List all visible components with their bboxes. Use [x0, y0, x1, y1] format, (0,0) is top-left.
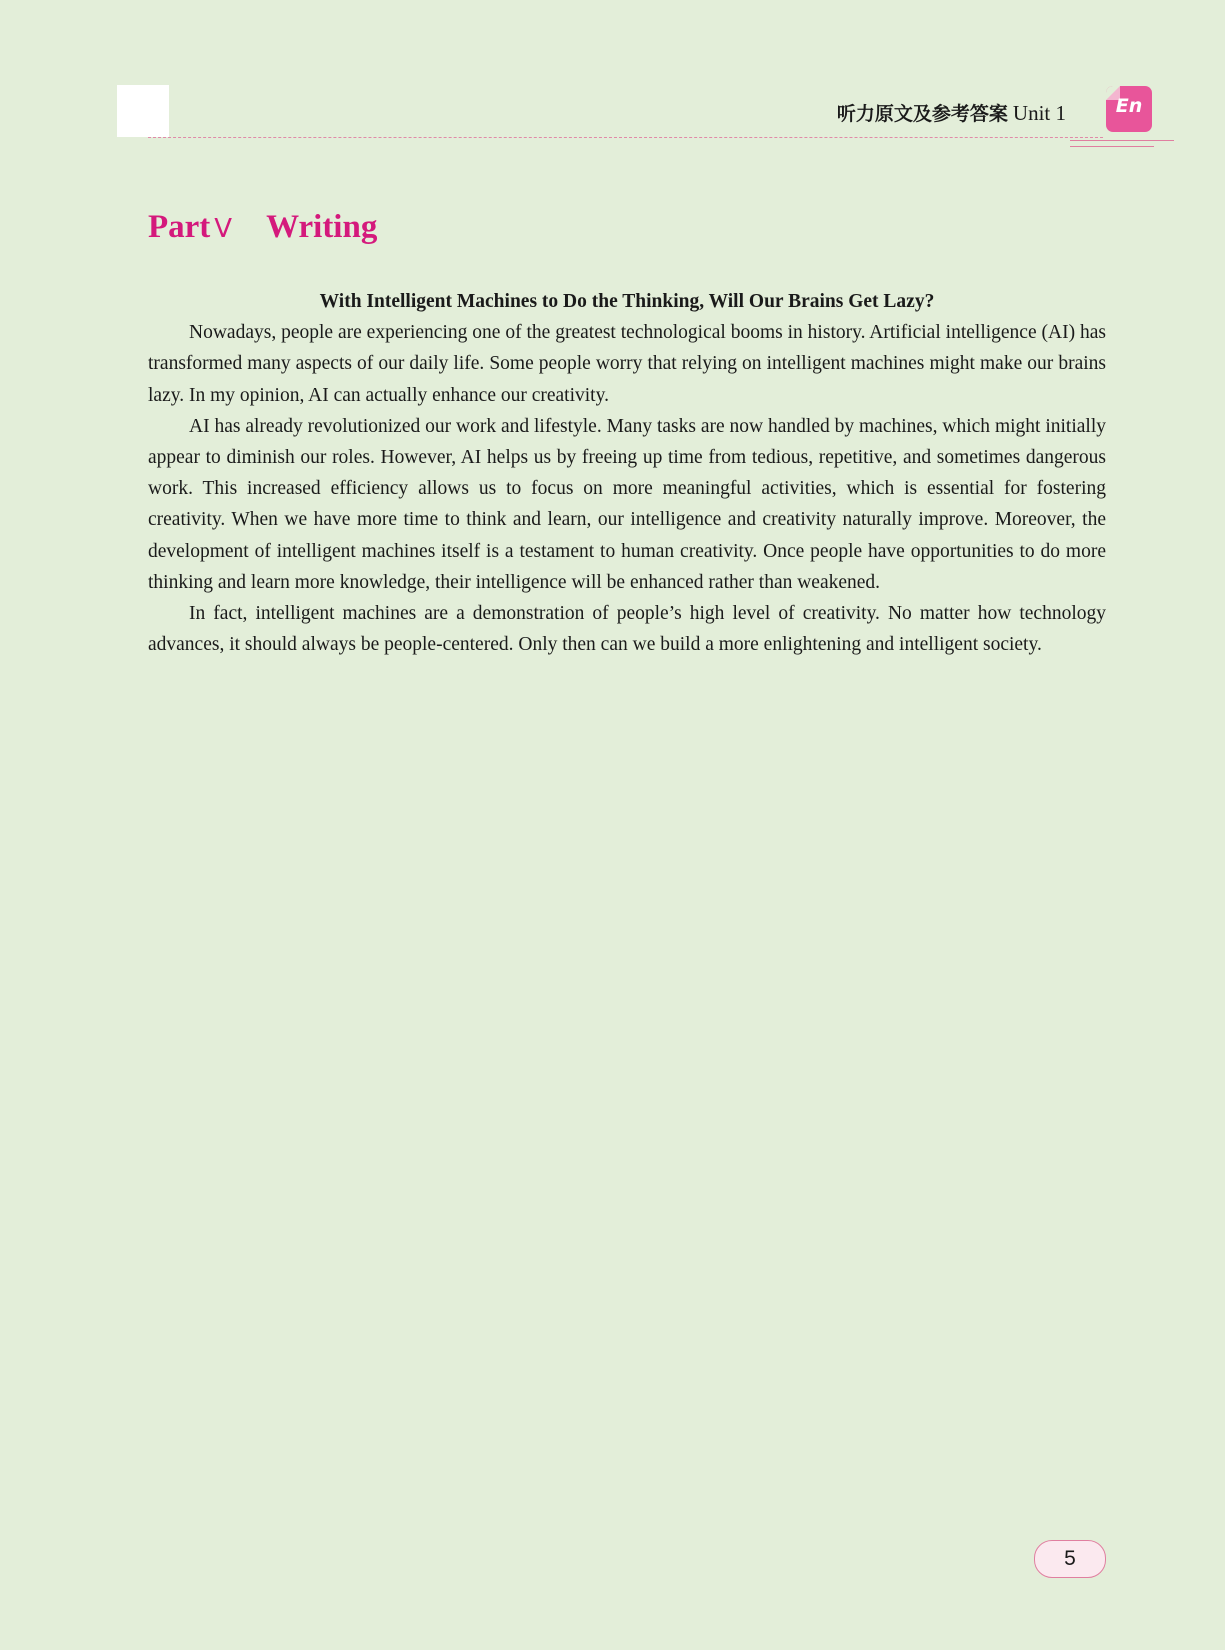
running-header — [837, 100, 1066, 127]
en-badge-label: En — [1115, 95, 1143, 117]
essay-paragraph-3: In fact, intelligent machines are a demonstration of people’s high level of creativity. No matter how technology advances, it should always be people-centered. Only then can we build a more enlightening and intelligent society. — [148, 603, 1106, 656]
part-numeral: Ⅴ — [214, 214, 233, 244]
en-badge-icon — [1106, 86, 1152, 132]
section-heading — [148, 205, 377, 251]
part-title: Writing — [266, 209, 378, 245]
page-number: 5 — [1034, 1540, 1106, 1578]
header-dashed-divider — [148, 137, 1103, 138]
page-corner-tab — [117, 85, 169, 137]
header-title-cn: 听力原文及参考答案 — [836, 103, 1008, 125]
essay-title: With Intelligent Machines to Do the Thinking, Will Our Brains Get Lazy? — [319, 291, 935, 312]
header-accent-line-short — [1070, 146, 1154, 147]
header-accent-line — [1070, 140, 1174, 141]
essay-paragraph-1: Nowadays, people are experiencing one of the greatest technological booms in history. Artificial intelligence (AI) has transformed many aspects of our daily life. Some people worry that relying on intelligent machines might make our brains lazy. In my opinion, AI can actually enhance our creativity. — [148, 322, 1106, 406]
essay-paragraph-2: AI has already revolutionized our work and lifestyle. Many tasks are now handled by machines, which might initially appear to diminish our roles. However, AI helps us by freeing up time from tedious, repetitive, and sometimes dangerous work. This increased efficiency allows us to focus on more meaningful activities, which is essential for fostering creativity. When we have more time to think and learn, our intelligence and creativity naturally improve. Moreover, the development of intelligent machines itself is a testament to human creativity. Once people have opportunities to do more thinking and learn more knowledge, their intelligence will be enhanced rather than weakened. — [148, 415, 1106, 593]
header-unit: Unit 1 — [1012, 101, 1066, 125]
essay-body — [148, 286, 1106, 660]
part-label: Part — [148, 209, 211, 245]
